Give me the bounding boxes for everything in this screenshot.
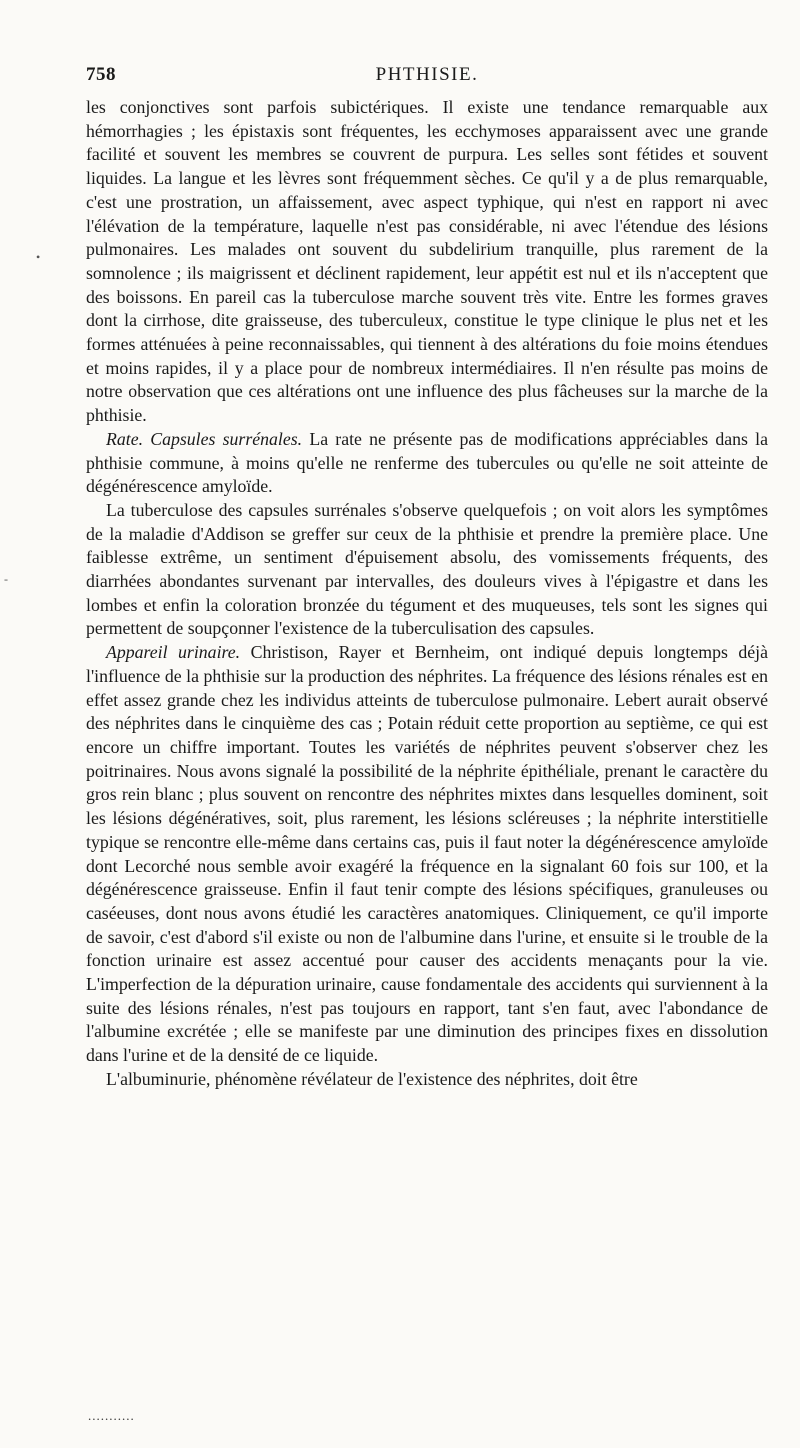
page-number: 758 (86, 64, 116, 85)
paragraph-rate-capsules (86, 428, 768, 499)
paragraph-text: les conjonctives sont parfois subictériques. Il existe une tendance remarquable aux hémorrhagies ; les épistaxis sont fréquentes, les ecchymoses apparaissent avec une grande facilité et souvent les membres se couvrent de purpura. Les selles sont fétides et souvent liquides. La langue et les lèvres sont fréquemment sèches. Ce qu'il y a de plus remarquable, c'est une prostration, un affaissement, avec aspect typhique, qui n'est en rapport ni avec l'élévation de la température, laquelle n'est pas considérable, ni avec l'étendue des lésions pulmonaires. Les malades ont souvent du subdelirium tranquille, plus rarement de la somnolence ; ils maigrissent et déclinent rapidement, leur appétit est nul et ils n'acceptent que des boissons. En pareil cas la tuberculose marche souvent très vite. Entre les formes graves dont la cirrhose, dite graisseuse, des tuberculeux, constitue le type clinique le plus net et les formes atténuées à peine reconnaissables, qui tiennent à des altérations du foie moins étendues et moins rapides, il y a place pour de nombreux intermédiaires. Il n'en résulte pas moins de notre observation que ces altérations ont une influence des plus fâcheuses sur la marche de la phthisie. (86, 97, 768, 426)
footer-dotted-mark: ........... (88, 1408, 135, 1423)
paragraph-liver-continuation (86, 96, 768, 428)
paragraph-appareil-urinaire (86, 641, 768, 1068)
paragraph-albuminurie (86, 1068, 768, 1092)
paragraph-capsules-tuberculosis (86, 499, 768, 641)
page-header (86, 64, 768, 94)
section-run-in-heading: Appareil urinaire. (106, 642, 241, 663)
section-run-in-heading: Rate. Capsules surrénales. (106, 428, 303, 449)
book-page (86, 64, 768, 1092)
paragraph-text: La rate ne présente pas de modifications appréciables dans la phthisie commune, à moins qu'elle ne renferme des tubercules ou qu'elle ne soit atteinte de dégénérescence amyloïde. (86, 428, 768, 497)
margin-ink-speck: - (4, 572, 8, 586)
paragraph-text: L'albuminurie, phénomène révélateur de l'existence des néphrites, doit être (106, 1068, 638, 1089)
paragraph-text: Christison, Rayer et Bernheim, ont indiqué depuis longtemps déjà l'influence de la phthisie sur la production des néphrites. La fréquence des lésions rénales est en effet assez grande chez les individus atteints de tuberculose pulmonaire. Lebert aurait observé des néphrites dans le cinquième des cas ; Potain réduit cette proportion au septième, ce qui est encore un chiffre important. Toutes les variétés de néphrites peuvent s'observer chez les poitrinaires. Nous avons signalé la possibilité de la néphrite épithéliale, prenant le caractère du gros rein blanc ; plus souvent on rencontre des néphrites mixtes dans lesquelles dominent, soit les lésions dégénératives, soit, plus rarement, les lésions scléreuses ; la néphrite interstitielle typique se rencontre elle-même dans certains cas, puis il faut noter la dégénérescence amyloïde dont Lecorché nous semble avoir exagéré la fréquence en la signalant 60 fois sur 100, et la dégénérescence graisseuse. Enfin il faut tenir compte des lésions spécifiques, granuleuses ou caséeuses, dont nous avons étudié les caractères anatomiques. Cliniquement, ce qu'il importe de savoir, c'est d'abord s'il existe ou non de l'albumine dans l'urine, et ensuite si le trouble de la fonction urinaire est assez accentué pour causer des accidents menaçants pour la vie. L'imperfection de la dépuration urinaire, cause fondamentale des accidents qui surviennent à la suite des lésions rénales, n'est pas toujours en rapport, tant s'en faut, avec l'abondance de l'albumine excrétée ; elle se manifeste par une diminution des principes fixes en dissolution dans l'urine et de la densité de ce liquide. (86, 642, 768, 1066)
paragraph-text: La tuberculose des capsules surrénales s'observe quelquefois ; on voit alors les symptômes de la maladie d'Addison se greffer sur ceux de la phthisie et prendre la première place. Une faiblesse extrême, un sentiment d'épuisement absolu, des vomissements fréquents, des diarrhées abondantes survenant par intervalles, des douleurs vives à l'épigastre et dans les lombes et enfin la coloration bronzée du tégument et des muqueuses, tels sont les signes qui permettent de soupçonner l'existence de la tuberculisation des capsules. (86, 499, 768, 639)
running-head: PHTHISIE. (375, 64, 479, 85)
body-text (86, 96, 768, 1092)
margin-ink-speck: • (36, 250, 41, 264)
